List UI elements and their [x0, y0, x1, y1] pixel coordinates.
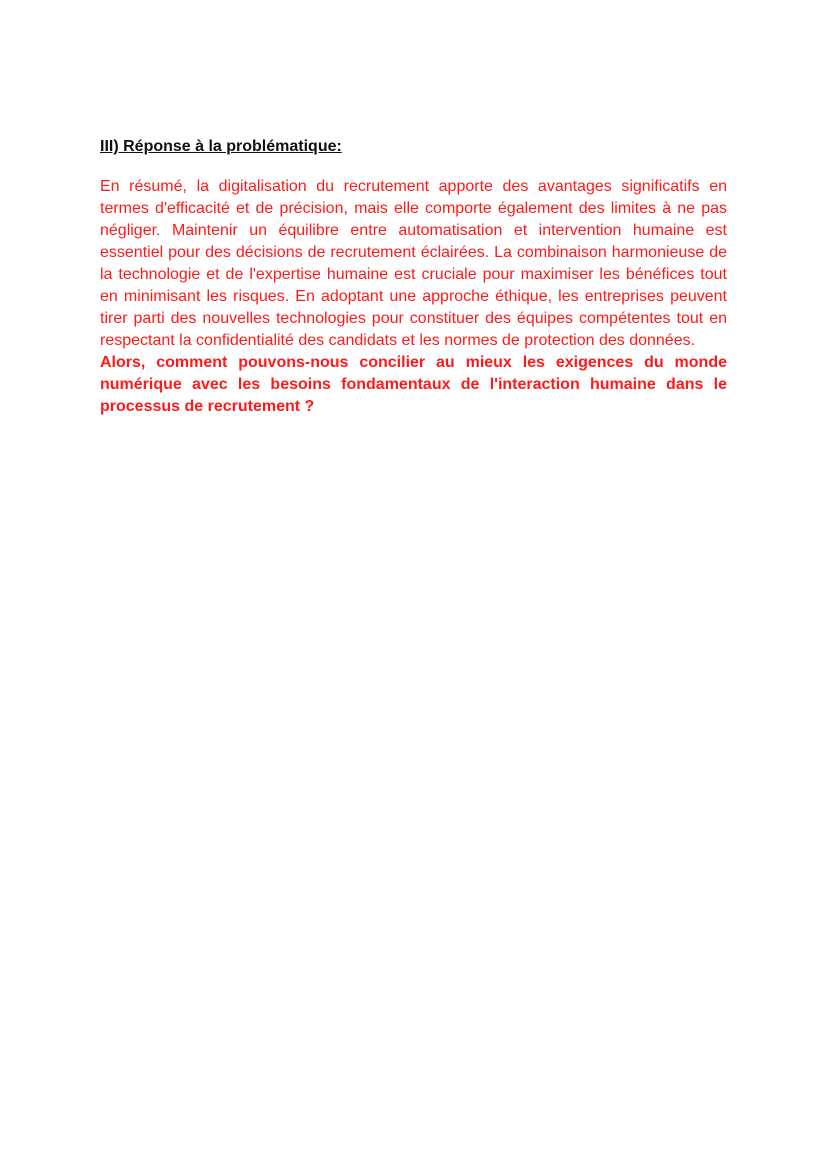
section-heading: III) Réponse à la problématique: — [100, 138, 342, 155]
section-content — [100, 136, 727, 418]
summary-paragraph: En résumé, la digitalisation du recrutement apporte des avantages significatifs en termes d'efficacité et de précision, mais elle comporte également des limites à ne pas négliger. Maintenir un équilibre entre automatisation et intervention humaine est essentiel pour des décisions de recrutement éclairées. La combinaison harmonieuse de la technologie et de l'expertise humaine est cruciale pour maximiser les bénéfices tout en minimisant les risques. En adoptant une approche éthique, les entreprises peuvent tirer parti des nouvelles technologies pour constituer des équipes compétentes tout en respectant la confidentialité des candidats et les normes de protection des données. — [100, 178, 727, 349]
problem-question: Alors, comment pouvons-nous concilier au mieux les exigences du monde numérique avec les besoins fondamentaux de l'interaction humaine dans le processus de recrutement ? — [100, 354, 727, 415]
